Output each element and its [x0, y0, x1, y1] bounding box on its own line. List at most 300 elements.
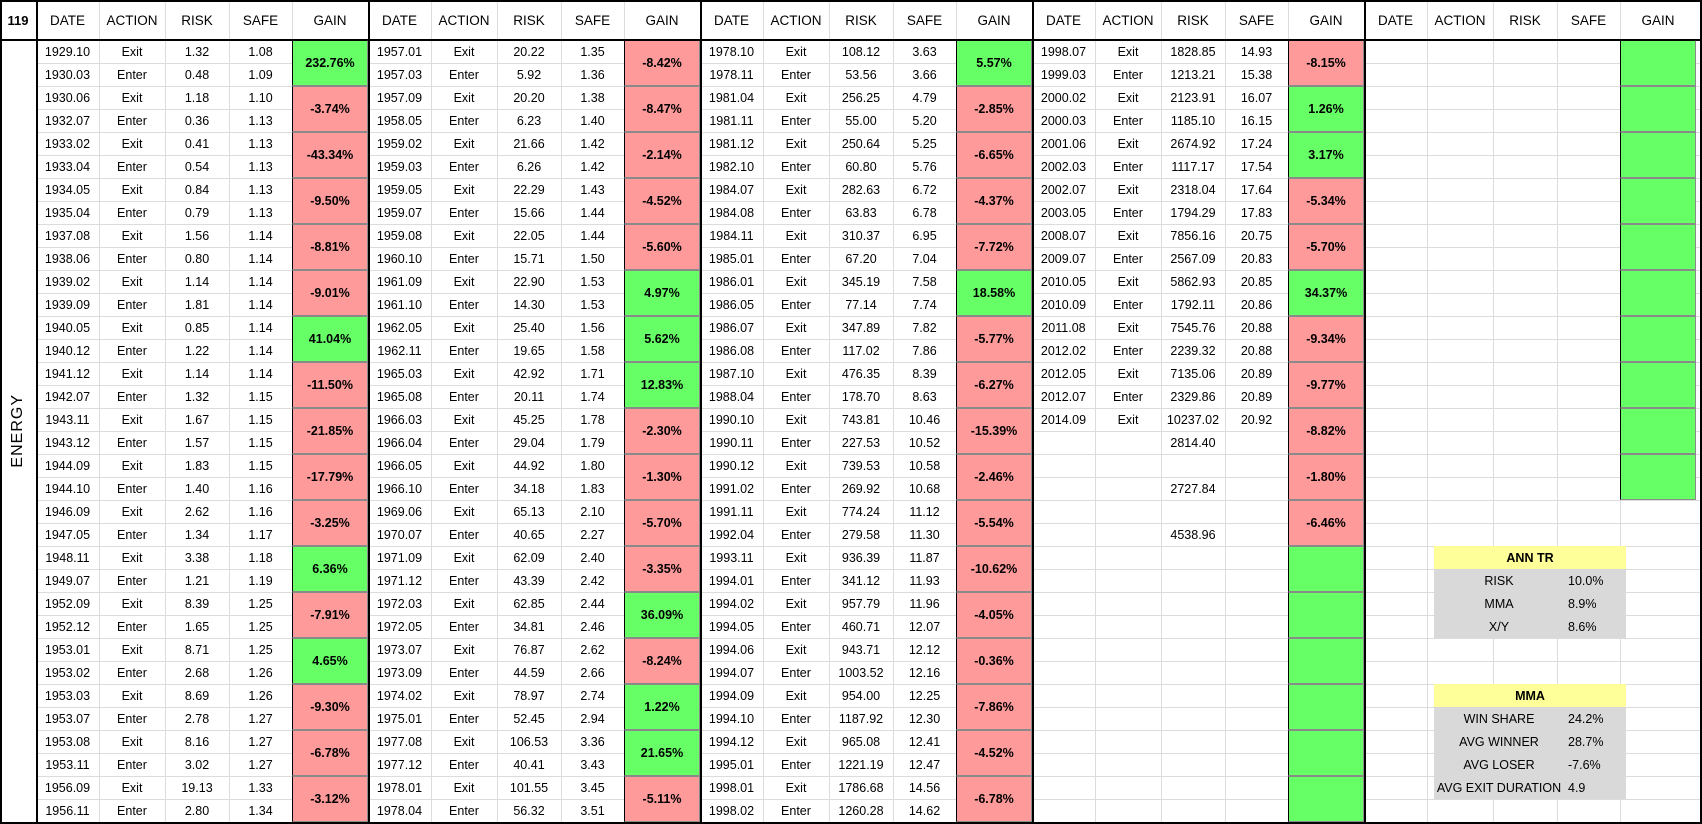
cell-safe[interactable]: 1.56	[580, 320, 605, 335]
cell-risk[interactable]: 34.81	[513, 619, 545, 634]
cell-action[interactable]: Enter	[449, 113, 479, 128]
cell-risk[interactable]: 55.00	[845, 113, 877, 128]
cell-date[interactable]: 1933.04	[44, 159, 91, 174]
cell-date[interactable]: 1986.08	[708, 343, 755, 358]
cell-date[interactable]: 1930.03	[44, 67, 91, 82]
cell-date[interactable]: 2012.05	[1040, 366, 1087, 381]
cell-date[interactable]: 1929.10	[44, 44, 91, 59]
cell-risk[interactable]: 774.24	[841, 504, 881, 519]
cell-action[interactable]: Exit	[785, 688, 807, 703]
gain-cell[interactable]: -9.50%	[292, 178, 368, 224]
cell-date[interactable]: 1948.11	[45, 550, 90, 565]
cell-action[interactable]: Exit	[453, 228, 475, 243]
cell-safe[interactable]: 1.26	[248, 665, 273, 680]
cell-action[interactable]: Enter	[449, 435, 479, 450]
cell-action[interactable]: Exit	[121, 504, 143, 519]
cell-action[interactable]: Enter	[117, 711, 147, 726]
cell-risk[interactable]: 347.89	[841, 320, 881, 335]
cell-action[interactable]: Enter	[117, 205, 147, 220]
cell-risk[interactable]: 10237.02	[1166, 412, 1220, 427]
cell-safe[interactable]: 1.13	[248, 205, 273, 220]
cell-date[interactable]: 1991.02	[708, 481, 755, 496]
cell-action[interactable]: Enter	[117, 481, 147, 496]
cell-action[interactable]: Exit	[785, 182, 807, 197]
cell-action[interactable]: Enter	[781, 389, 811, 404]
cell-action[interactable]: Enter	[1113, 343, 1143, 358]
cell-date[interactable]: 1984.11	[709, 228, 754, 243]
cell-risk[interactable]: 1.67	[184, 412, 210, 427]
header-safe[interactable]: SAFE	[906, 12, 943, 28]
cell-risk[interactable]: 1.21	[184, 573, 210, 588]
cell-date[interactable]: 1960.10	[376, 251, 423, 266]
gain-cell[interactable]: -15.39%	[956, 408, 1032, 454]
gain-cell[interactable]: 18.58%	[956, 270, 1032, 316]
cell-safe[interactable]: 10.68	[908, 481, 941, 496]
gain-cell[interactable]: 6.36%	[292, 546, 368, 592]
cell-safe[interactable]: 7.58	[912, 274, 937, 289]
cell-risk[interactable]: 2329.86	[1170, 389, 1216, 404]
mma-value[interactable]: 28.7%	[1564, 730, 1626, 753]
cell-date[interactable]: 1975.01	[376, 711, 423, 726]
cell-risk[interactable]: 739.53	[841, 458, 881, 473]
cell-risk[interactable]: 250.64	[841, 136, 881, 151]
cell-action[interactable]: Enter	[449, 159, 479, 174]
cell-risk[interactable]: 1117.17	[1171, 159, 1215, 174]
cell-action[interactable]: Exit	[785, 734, 807, 749]
cell-safe[interactable]: 11.12	[909, 504, 940, 519]
cell-date[interactable]: 1978.11	[709, 67, 754, 82]
cell-date[interactable]: 1956.11	[45, 803, 90, 818]
cell-date[interactable]: 1935.04	[44, 205, 91, 220]
cell-safe[interactable]: 20.89	[1240, 366, 1273, 381]
gain-cell[interactable]: -6.78%	[292, 730, 368, 776]
gain-cell[interactable]: -6.78%	[956, 776, 1032, 822]
cell-date[interactable]: 2010.05	[1040, 274, 1087, 289]
cell-date[interactable]: 1957.03	[376, 67, 423, 82]
gain-cell[interactable]: 36.09%	[624, 592, 700, 638]
cell-date[interactable]: 1953.07	[44, 711, 91, 726]
gain-cell[interactable]: -3.35%	[624, 546, 700, 592]
cell-date[interactable]: 1961.09	[376, 274, 423, 289]
cell-safe[interactable]: 11.93	[909, 573, 940, 588]
cell-risk[interactable]: 1185.10	[1170, 113, 1216, 128]
cell-date[interactable]: 1949.07	[44, 573, 91, 588]
cell-risk[interactable]: 19.13	[181, 780, 213, 795]
mma-label[interactable]: WIN SHARE	[1434, 707, 1564, 730]
ann_tr-label[interactable]: MMA	[1434, 592, 1564, 615]
cell-date[interactable]: 1961.10	[376, 297, 423, 312]
gain-cell[interactable]: -21.85%	[292, 408, 368, 454]
cell-risk[interactable]: 0.79	[184, 205, 210, 220]
gain-cell[interactable]: -3.74%	[292, 86, 368, 132]
sheet-id-cell[interactable]: 119	[7, 12, 29, 28]
cell-date[interactable]: 2009.07	[1040, 251, 1087, 266]
cell-action[interactable]: Enter	[781, 573, 811, 588]
cell-safe[interactable]: 20.83	[1240, 251, 1273, 266]
cell-date[interactable]: 1959.05	[376, 182, 423, 197]
cell-date[interactable]: 1962.05	[376, 320, 423, 335]
cell-action[interactable]: Enter	[781, 711, 811, 726]
cell-action[interactable]: Exit	[453, 458, 475, 473]
cell-risk[interactable]: 117.02	[842, 343, 880, 358]
cell-safe[interactable]: 2.66	[580, 665, 605, 680]
cell-date[interactable]: 1952.09	[44, 596, 91, 611]
cell-date[interactable]: 1930.06	[44, 90, 91, 105]
gain-cell[interactable]: -7.86%	[956, 684, 1032, 730]
cell-risk[interactable]: 76.87	[513, 642, 545, 657]
gain-cell[interactable]: 4.97%	[624, 270, 700, 316]
cell-date[interactable]: 1988.04	[708, 389, 755, 404]
cell-date[interactable]: 1987.10	[708, 366, 755, 381]
cell-date[interactable]: 1990.11	[709, 435, 754, 450]
gain-cell[interactable]: -2.85%	[956, 86, 1032, 132]
gain-cell[interactable]	[1620, 638, 1696, 684]
gain-cell[interactable]: -4.37%	[956, 178, 1032, 224]
cell-safe[interactable]: 1.15	[248, 435, 273, 450]
cell-date[interactable]: 1958.05	[376, 113, 423, 128]
cell-date[interactable]: 1978.01	[376, 780, 423, 795]
cell-safe[interactable]: 1.25	[248, 642, 273, 657]
cell-date[interactable]: 1953.02	[44, 665, 91, 680]
cell-risk[interactable]: 56.32	[513, 803, 545, 818]
header-action[interactable]: ACTION	[106, 12, 158, 28]
cell-action[interactable]: Enter	[1113, 389, 1143, 404]
cell-action[interactable]: Enter	[449, 711, 479, 726]
cell-safe[interactable]: 2.40	[580, 550, 605, 565]
cell-action[interactable]: Enter	[449, 573, 479, 588]
cell-risk[interactable]: 101.55	[509, 780, 549, 795]
cell-risk[interactable]: 67.20	[845, 251, 877, 266]
header-action[interactable]: ACTION	[1434, 12, 1486, 28]
cell-date[interactable]: 2002.07	[1040, 182, 1087, 197]
cell-risk[interactable]: 63.83	[845, 205, 877, 220]
cell-safe[interactable]: 12.47	[908, 757, 941, 772]
cell-action[interactable]: Exit	[785, 136, 807, 151]
cell-action[interactable]: Exit	[121, 688, 143, 703]
cell-risk[interactable]: 1.56	[184, 228, 210, 243]
cell-safe[interactable]: 7.74	[912, 297, 937, 312]
cell-date[interactable]: 1993.11	[709, 550, 754, 565]
cell-date[interactable]: 1944.10	[44, 481, 91, 496]
cell-risk[interactable]: 20.22	[513, 44, 545, 59]
gain-cell[interactable]: -2.30%	[624, 408, 700, 454]
cell-date[interactable]: 1953.01	[44, 642, 91, 657]
cell-safe[interactable]: 17.64	[1240, 182, 1273, 197]
cell-safe[interactable]: 1.14	[248, 320, 273, 335]
cell-safe[interactable]: 1.50	[580, 251, 605, 266]
cell-risk[interactable]: 0.48	[184, 67, 210, 82]
header-safe[interactable]: SAFE	[242, 12, 279, 28]
cell-risk[interactable]: 227.53	[841, 435, 881, 450]
cell-date[interactable]: 1966.10	[376, 481, 423, 496]
cell-action[interactable]: Enter	[449, 389, 479, 404]
cell-action[interactable]: Exit	[1117, 412, 1139, 427]
gain-cell[interactable]: -4.52%	[624, 178, 700, 224]
cell-safe[interactable]: 17.54	[1240, 159, 1273, 174]
header-action[interactable]: ACTION	[1102, 12, 1154, 28]
cell-date[interactable]: 1998.02	[708, 803, 755, 818]
cell-safe[interactable]: 12.16	[908, 665, 941, 680]
cell-date[interactable]: 1939.09	[44, 297, 91, 312]
cell-risk[interactable]: 2.68	[184, 665, 210, 680]
cell-safe[interactable]: 2.74	[580, 688, 605, 703]
cell-risk[interactable]: 62.09	[513, 550, 545, 565]
cell-action[interactable]: Enter	[117, 343, 147, 358]
cell-date[interactable]: 1947.05	[44, 527, 91, 542]
ann_tr-value[interactable]: 10.0%	[1564, 569, 1626, 592]
cell-date[interactable]: 1969.06	[376, 504, 423, 519]
cell-action[interactable]: Exit	[453, 366, 475, 381]
cell-action[interactable]: Enter	[781, 159, 811, 174]
cell-action[interactable]: Enter	[449, 481, 479, 496]
cell-action[interactable]: Enter	[117, 67, 147, 82]
cell-date[interactable]: 1944.09	[44, 458, 91, 473]
cell-action[interactable]: Exit	[785, 780, 807, 795]
cell-date[interactable]: 1939.02	[44, 274, 91, 289]
cell-risk[interactable]: 965.08	[841, 734, 881, 749]
cell-date[interactable]: 1978.04	[376, 803, 423, 818]
cell-risk[interactable]: 42.92	[513, 366, 545, 381]
gain-cell[interactable]: -1.80%	[1288, 454, 1364, 500]
cell-date[interactable]: 1984.07	[708, 182, 755, 197]
cell-action[interactable]: Exit	[1117, 44, 1139, 59]
cell-date[interactable]: 1999.03	[1040, 67, 1087, 82]
cell-action[interactable]: Exit	[121, 44, 143, 59]
cell-date[interactable]: 1938.06	[44, 251, 91, 266]
cell-risk[interactable]: 43.39	[513, 573, 545, 588]
gain-cell[interactable]: -7.91%	[292, 592, 368, 638]
cell-safe[interactable]: 6.78	[912, 205, 937, 220]
gain-cell[interactable]	[1620, 500, 1696, 546]
cell-risk[interactable]: 1.14	[184, 274, 210, 289]
cell-date[interactable]: 1998.01	[708, 780, 755, 795]
cell-risk[interactable]: 178.70	[841, 389, 881, 404]
cell-risk[interactable]: 345.19	[841, 274, 881, 289]
cell-action[interactable]: Exit	[1117, 320, 1139, 335]
cell-date[interactable]: 1962.11	[377, 343, 422, 358]
cell-safe[interactable]: 15.38	[1240, 67, 1273, 82]
cell-risk[interactable]: 936.39	[841, 550, 881, 565]
cell-risk[interactable]: 40.65	[513, 527, 545, 542]
cell-safe[interactable]: 4.79	[912, 90, 937, 105]
cell-risk[interactable]: 14.30	[513, 297, 545, 312]
gain-cell[interactable]: -5.77%	[956, 316, 1032, 362]
gain-cell[interactable]	[1288, 546, 1364, 592]
cell-date[interactable]: 1992.04	[708, 527, 755, 542]
cell-risk[interactable]: 60.80	[845, 159, 877, 174]
cell-action[interactable]: Enter	[117, 159, 147, 174]
cell-date[interactable]: 1956.09	[44, 780, 91, 795]
cell-safe[interactable]: 17.24	[1240, 136, 1273, 151]
cell-action[interactable]: Exit	[121, 228, 143, 243]
header-action[interactable]: ACTION	[438, 12, 490, 28]
cell-risk[interactable]: 954.00	[841, 688, 881, 703]
cell-date[interactable]: 1977.12	[376, 757, 423, 772]
cell-action[interactable]: Enter	[449, 67, 479, 82]
cell-safe[interactable]: 2.44	[580, 596, 605, 611]
cell-safe[interactable]: 1.27	[248, 757, 273, 772]
cell-risk[interactable]: 3.38	[184, 550, 210, 565]
cell-safe[interactable]: 1.44	[580, 228, 605, 243]
mma-value[interactable]: 4.9	[1564, 776, 1626, 799]
cell-safe[interactable]: 1.15	[248, 412, 273, 427]
cell-risk[interactable]: 1.32	[184, 44, 210, 59]
cell-safe[interactable]: 10.46	[908, 412, 941, 427]
cell-risk[interactable]: 15.71	[513, 251, 545, 266]
cell-date[interactable]: 1941.12	[44, 366, 91, 381]
cell-risk[interactable]: 78.97	[513, 688, 545, 703]
gain-cell[interactable]: -5.54%	[956, 500, 1032, 546]
cell-risk[interactable]: 1792.11	[1170, 297, 1216, 312]
cell-risk[interactable]: 2123.91	[1170, 90, 1216, 105]
cell-action[interactable]: Exit	[453, 44, 475, 59]
cell-date[interactable]: 1981.04	[708, 90, 755, 105]
cell-risk[interactable]: 53.56	[845, 67, 877, 82]
cell-safe[interactable]: 1.78	[580, 412, 605, 427]
cell-action[interactable]: Exit	[785, 550, 807, 565]
cell-date[interactable]: 1981.12	[708, 136, 755, 151]
cell-date[interactable]: 1970.07	[376, 527, 423, 542]
cell-safe[interactable]: 1.42	[580, 136, 605, 151]
cell-action[interactable]: Enter	[781, 527, 811, 542]
cell-date[interactable]: 1966.04	[376, 435, 423, 450]
cell-safe[interactable]: 1.14	[248, 274, 273, 289]
cell-date[interactable]: 1957.01	[376, 44, 423, 59]
cell-action[interactable]: Enter	[117, 389, 147, 404]
cell-safe[interactable]: 1.14	[248, 297, 273, 312]
gain-cell[interactable]: -2.14%	[624, 132, 700, 178]
header-risk[interactable]: RISK	[513, 12, 545, 28]
cell-risk[interactable]: 943.71	[841, 642, 881, 657]
cell-risk[interactable]: 8.71	[184, 642, 210, 657]
header-date[interactable]: DATE	[381, 12, 417, 28]
gain-cell[interactable]: -8.47%	[624, 86, 700, 132]
ann_tr-title[interactable]: ANN TR	[1434, 546, 1626, 569]
cell-date[interactable]: 1972.05	[376, 619, 423, 634]
cell-action[interactable]: Enter	[781, 67, 811, 82]
cell-action[interactable]: Exit	[121, 458, 143, 473]
cell-risk[interactable]: 4538.96	[1170, 527, 1216, 542]
cell-action[interactable]: Enter	[781, 205, 811, 220]
cell-safe[interactable]: 1.71	[580, 366, 605, 381]
cell-date[interactable]: 1974.02	[376, 688, 423, 703]
header-gain[interactable]: GAIN	[313, 12, 347, 28]
cell-risk[interactable]: 1.65	[184, 619, 210, 634]
cell-action[interactable]: Enter	[1113, 159, 1143, 174]
cell-date[interactable]: 1946.09	[44, 504, 91, 519]
header-risk[interactable]: RISK	[181, 12, 213, 28]
cell-action[interactable]: Exit	[453, 642, 475, 657]
cell-safe[interactable]: 11.87	[909, 550, 940, 565]
gain-cell[interactable]: 1.22%	[624, 684, 700, 730]
cell-safe[interactable]: 2.10	[580, 504, 605, 519]
cell-date[interactable]: 1986.01	[708, 274, 755, 289]
mma-label[interactable]: AVG LOSER	[1434, 753, 1564, 776]
cell-safe[interactable]: 1.44	[580, 205, 605, 220]
cell-action[interactable]: Exit	[121, 734, 143, 749]
cell-action[interactable]: Enter	[781, 343, 811, 358]
mma-value[interactable]: 24.2%	[1564, 707, 1626, 730]
cell-risk[interactable]: 2.78	[184, 711, 210, 726]
cell-risk[interactable]: 3.02	[184, 757, 210, 772]
cell-risk[interactable]: 1221.19	[838, 757, 884, 772]
cell-risk[interactable]: 22.05	[513, 228, 545, 243]
cell-date[interactable]: 1994.02	[708, 596, 755, 611]
cell-risk[interactable]: 2674.92	[1170, 136, 1216, 151]
cell-safe[interactable]: 1.80	[580, 458, 605, 473]
cell-risk[interactable]: 2567.09	[1170, 251, 1216, 266]
cell-safe[interactable]: 1.58	[580, 343, 605, 358]
cell-risk[interactable]: 0.84	[184, 182, 210, 197]
cell-safe[interactable]: 12.41	[908, 734, 941, 749]
gain-cell[interactable]: -0.36%	[956, 638, 1032, 684]
cell-safe[interactable]: 12.07	[908, 619, 941, 634]
cell-safe[interactable]: 20.88	[1240, 320, 1273, 335]
cell-safe[interactable]: 1.83	[580, 481, 605, 496]
gain-cell[interactable]: -8.81%	[292, 224, 368, 270]
cell-action[interactable]: Exit	[453, 90, 475, 105]
cell-risk[interactable]: 1786.68	[838, 780, 884, 795]
cell-risk[interactable]: 6.26	[516, 159, 542, 174]
cell-risk[interactable]: 40.41	[513, 757, 545, 772]
cell-safe[interactable]: 8.39	[912, 366, 937, 381]
cell-action[interactable]: Exit	[121, 182, 143, 197]
cell-safe[interactable]: 20.89	[1240, 389, 1273, 404]
cell-risk[interactable]: 282.63	[841, 182, 881, 197]
cell-date[interactable]: 1971.12	[376, 573, 423, 588]
cell-action[interactable]: Enter	[117, 251, 147, 266]
cell-action[interactable]: Enter	[781, 757, 811, 772]
cell-safe[interactable]: 3.66	[912, 67, 937, 82]
cell-risk[interactable]: 476.35	[841, 366, 881, 381]
gain-cell[interactable]: 41.04%	[292, 316, 368, 362]
cell-risk[interactable]: 44.92	[513, 458, 545, 473]
cell-risk[interactable]: 108.12	[841, 44, 881, 59]
cell-date[interactable]: 1932.07	[44, 113, 91, 128]
gain-cell[interactable]: -4.52%	[956, 730, 1032, 776]
gain-cell[interactable]: 21.65%	[624, 730, 700, 776]
gain-cell[interactable]: -3.25%	[292, 500, 368, 546]
cell-risk[interactable]: 0.36	[184, 113, 210, 128]
gain-cell[interactable]	[1620, 86, 1696, 132]
cell-date[interactable]: 1959.02	[376, 136, 423, 151]
cell-risk[interactable]: 20.11	[513, 389, 545, 404]
gain-cell[interactable]	[1288, 638, 1364, 684]
cell-safe[interactable]: 3.63	[912, 44, 937, 59]
cell-date[interactable]: 1937.08	[44, 228, 91, 243]
cell-safe[interactable]: 3.43	[580, 757, 605, 772]
cell-date[interactable]: 1994.05	[708, 619, 755, 634]
cell-safe[interactable]: 20.85	[1240, 274, 1273, 289]
gain-cell[interactable]: -5.70%	[624, 500, 700, 546]
cell-safe[interactable]: 1.36	[580, 67, 605, 82]
cell-safe[interactable]: 2.42	[580, 573, 605, 588]
cell-safe[interactable]: 1.08	[248, 44, 273, 59]
cell-risk[interactable]: 6.23	[516, 113, 542, 128]
cell-action[interactable]: Exit	[1117, 274, 1139, 289]
cell-safe[interactable]: 1.19	[248, 573, 273, 588]
cell-action[interactable]: Enter	[1113, 205, 1143, 220]
gain-cell[interactable]: -9.01%	[292, 270, 368, 316]
cell-safe[interactable]: 16.15	[1240, 113, 1273, 128]
gain-cell[interactable]: -3.12%	[292, 776, 368, 822]
cell-action[interactable]: Enter	[117, 297, 147, 312]
cell-safe[interactable]: 16.07	[1240, 90, 1273, 105]
gain-cell[interactable]: -6.46%	[1288, 500, 1364, 546]
ann_tr-value[interactable]: 8.6%	[1564, 615, 1626, 638]
gain-cell[interactable]	[1288, 684, 1364, 730]
ann_tr-label[interactable]: RISK	[1434, 569, 1564, 592]
